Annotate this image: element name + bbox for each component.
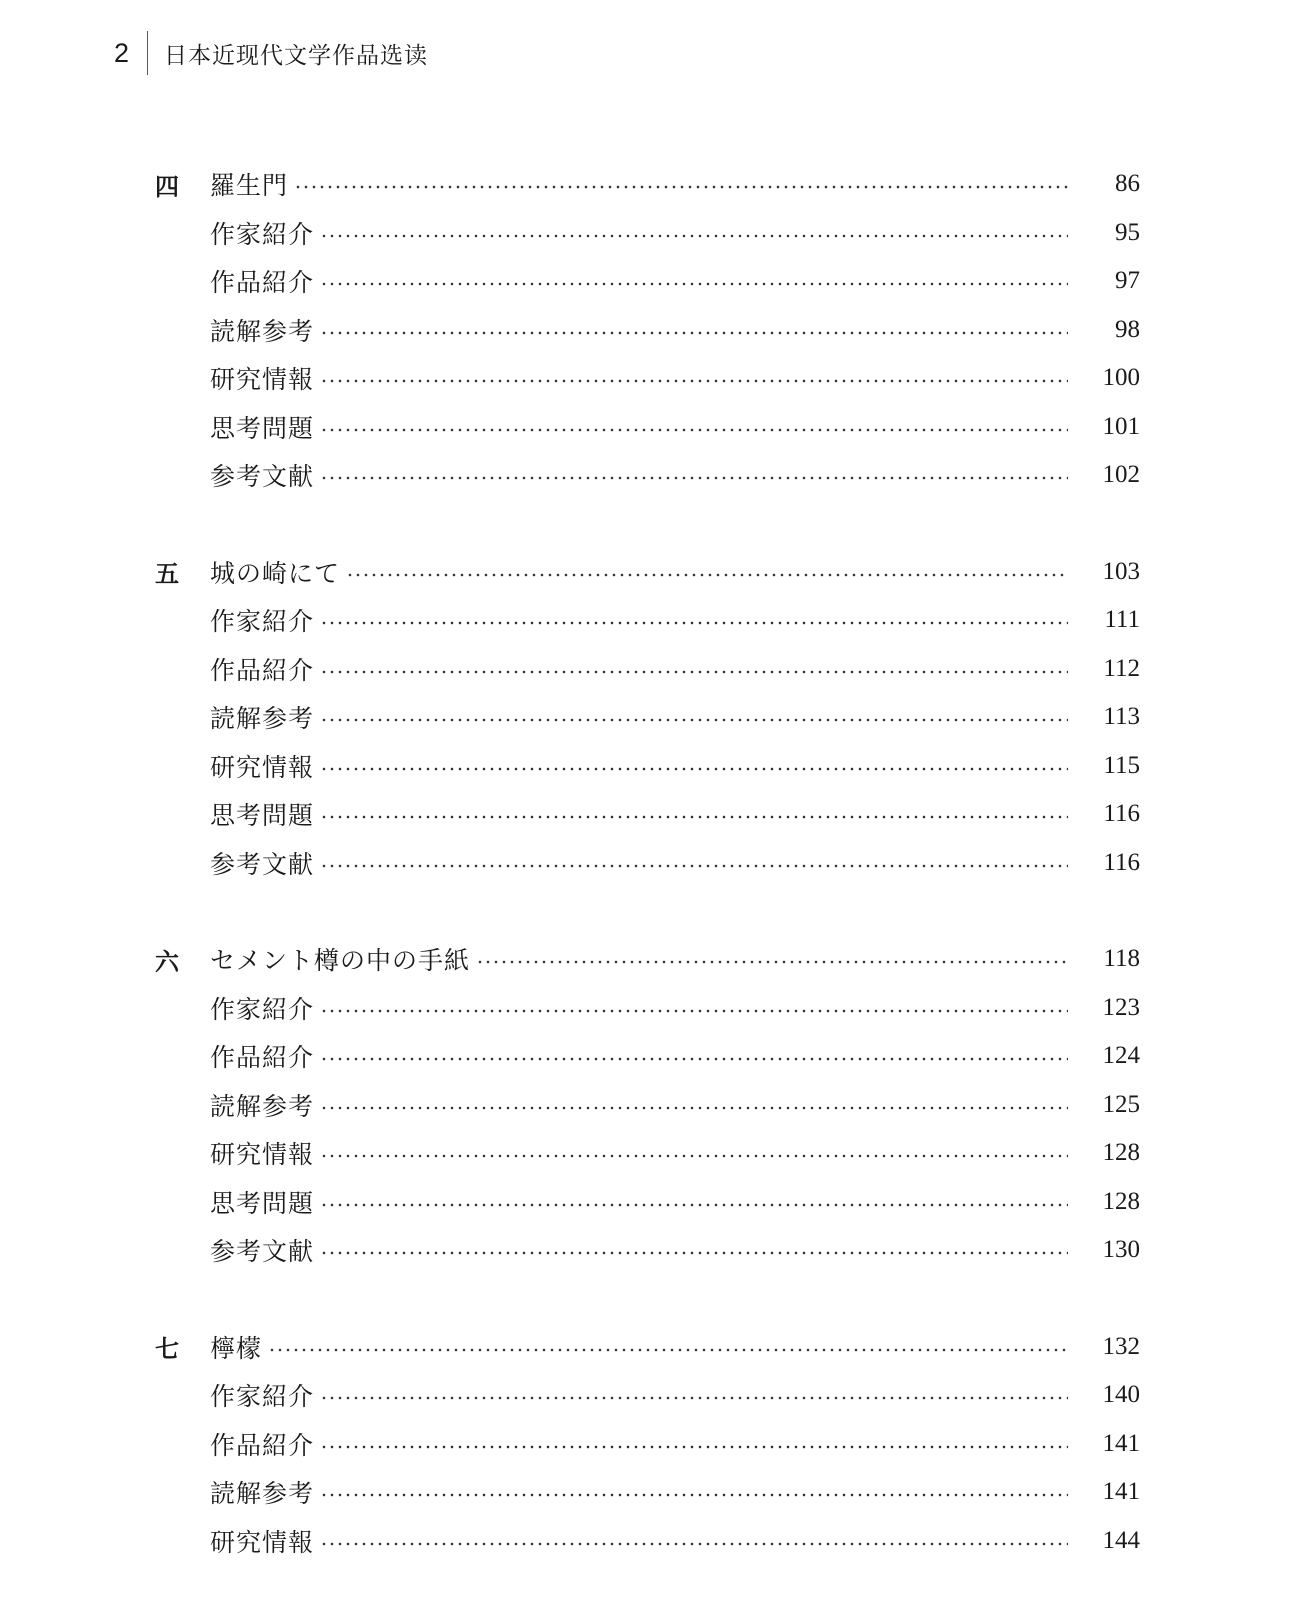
page-number: 2 — [114, 37, 130, 68]
sub-entry-title: 参考文献 — [210, 462, 315, 492]
dot-leader — [320, 1057, 1068, 1061]
page-ref: 97 — [1115, 267, 1140, 295]
page-ref: 132 — [1102, 1332, 1140, 1360]
toc-sub-entry[interactable] — [150, 1129, 1140, 1178]
dot-leader — [320, 1154, 1068, 1158]
sub-entry-title: 作品紹介 — [210, 655, 315, 685]
dot-leader — [346, 573, 1068, 577]
dot-leader — [320, 621, 1068, 625]
toc-sub-entry[interactable] — [150, 403, 1140, 452]
sub-entry-title: 作品紹介 — [210, 1043, 315, 1073]
dot-leader — [320, 718, 1068, 722]
toc-sub-entry[interactable] — [150, 306, 1140, 355]
header-divider — [147, 31, 148, 75]
toc-sub-entry[interactable] — [150, 209, 1140, 258]
page-ref: 95 — [1115, 218, 1140, 246]
dot-leader — [320, 815, 1068, 819]
dot-leader — [268, 1348, 1068, 1352]
toc-sub-entry[interactable] — [150, 1517, 1140, 1566]
sub-entry-title: 思考問題 — [210, 1188, 315, 1218]
chapter-number: 五 — [155, 560, 179, 589]
page-ref: 144 — [1102, 1526, 1140, 1554]
toc-sub-entry[interactable] — [150, 451, 1140, 500]
toc-sub-entry[interactable] — [150, 645, 1140, 694]
chapter-number: 四 — [155, 172, 179, 201]
dot-leader — [320, 670, 1068, 674]
chapter-number: 七 — [155, 1335, 179, 1364]
toc-sub-entry[interactable] — [150, 693, 1140, 742]
sub-entry-title: 作品紹介 — [210, 1430, 315, 1460]
page-ref: 116 — [1103, 800, 1140, 828]
page-ref: 128 — [1102, 1139, 1140, 1167]
running-header — [114, 28, 428, 78]
table-of-contents — [150, 160, 1140, 1613]
sub-entry-title: 研究情報 — [210, 1140, 315, 1170]
sub-entry-title: 読解参考 — [210, 1091, 315, 1121]
toc-sub-entry[interactable] — [150, 596, 1140, 645]
dot-leader — [320, 1106, 1068, 1110]
dot-leader — [320, 1396, 1068, 1400]
page-ref: 111 — [1104, 606, 1140, 634]
page-ref: 125 — [1102, 1090, 1140, 1118]
sub-entry-title: 作品紹介 — [210, 268, 315, 298]
page-ref: 124 — [1102, 1042, 1140, 1070]
chapter-section — [150, 1323, 1140, 1566]
toc-sub-entry[interactable] — [150, 1032, 1140, 1081]
page-ref: 128 — [1102, 1187, 1140, 1215]
dot-leader — [320, 864, 1068, 868]
toc-sub-entry[interactable] — [150, 742, 1140, 791]
sub-entry-title: 参考文献 — [210, 1237, 315, 1267]
sub-entry-title: 読解参考 — [210, 704, 315, 734]
dot-leader — [320, 1445, 1068, 1449]
toc-sub-entry[interactable] — [150, 1371, 1140, 1420]
chapter-title: セメント樽の中の手紙 — [210, 946, 471, 976]
page-ref: 86 — [1115, 170, 1140, 198]
page-ref: 141 — [1102, 1478, 1140, 1506]
dot-leader — [320, 1542, 1068, 1546]
toc-sub-entry[interactable] — [150, 1420, 1140, 1469]
page-ref: 140 — [1102, 1381, 1140, 1409]
sub-entry-title: 思考問題 — [210, 413, 315, 443]
toc-sub-entry[interactable] — [150, 1081, 1140, 1130]
sub-entry-title: 作家紹介 — [210, 1382, 315, 1412]
page-ref: 101 — [1102, 412, 1140, 440]
dot-leader — [320, 379, 1068, 383]
toc-sub-entry[interactable] — [150, 1468, 1140, 1517]
chapter-section — [150, 935, 1140, 1275]
chapter-entry[interactable] — [150, 548, 1140, 597]
page-ref: 130 — [1102, 1236, 1140, 1264]
sub-entry-title: 思考問題 — [210, 801, 315, 831]
dot-leader — [320, 767, 1068, 771]
chapter-title: 羅生門 — [210, 171, 289, 201]
sub-entry-title: 読解参考 — [210, 1479, 315, 1509]
sub-entry-title: 作家紹介 — [210, 994, 315, 1024]
dot-leader — [320, 1251, 1068, 1255]
chapter-entry[interactable] — [150, 935, 1140, 984]
book-title: 日本近现代文学作品选读 — [164, 42, 429, 69]
toc-sub-entry[interactable] — [150, 984, 1140, 1033]
dot-leader — [476, 960, 1068, 964]
page-ref: 100 — [1102, 364, 1140, 392]
sub-entry-title: 読解参考 — [210, 316, 315, 346]
sub-entry-title: 研究情報 — [210, 752, 315, 782]
chapter-section — [150, 160, 1140, 500]
dot-leader — [320, 282, 1068, 286]
chapter-entry[interactable] — [150, 1323, 1140, 1372]
toc-sub-entry[interactable] — [150, 257, 1140, 306]
chapter-title: 檸檬 — [210, 1333, 263, 1363]
page-ref: 141 — [1102, 1429, 1140, 1457]
page-ref: 102 — [1102, 461, 1140, 489]
dot-leader — [320, 331, 1068, 335]
chapter-entry[interactable] — [150, 160, 1140, 209]
chapter-title: 城の崎にて — [210, 558, 341, 588]
dot-leader — [320, 234, 1068, 238]
sub-entry-title: 研究情報 — [210, 1527, 315, 1557]
dot-leader — [320, 476, 1068, 480]
sub-entry-title: 研究情報 — [210, 365, 315, 395]
page-ref: 98 — [1115, 315, 1140, 343]
page-ref: 123 — [1102, 993, 1140, 1021]
page-ref: 116 — [1103, 848, 1140, 876]
sub-entry-title: 参考文献 — [210, 849, 315, 879]
toc-sub-entry[interactable] — [150, 1178, 1140, 1227]
page-ref: 112 — [1103, 654, 1140, 682]
sub-entry-title: 作家紹介 — [210, 219, 315, 249]
toc-sub-entry[interactable] — [150, 1226, 1140, 1275]
sub-entry-title: 作家紹介 — [210, 607, 315, 637]
dot-leader — [320, 1493, 1068, 1497]
chapter-section — [150, 548, 1140, 888]
dot-leader — [320, 1203, 1068, 1207]
page-ref: 113 — [1103, 703, 1140, 731]
page-ref: 118 — [1103, 945, 1140, 973]
page-ref: 103 — [1102, 557, 1140, 585]
dot-leader — [320, 1009, 1068, 1013]
chapter-number: 六 — [155, 947, 179, 976]
page-ref: 115 — [1103, 751, 1140, 779]
dot-leader — [294, 185, 1068, 189]
toc-sub-entry[interactable] — [150, 354, 1140, 403]
toc-sub-entry[interactable] — [150, 790, 1140, 839]
toc-sub-entry[interactable] — [150, 839, 1140, 888]
dot-leader — [320, 428, 1068, 432]
